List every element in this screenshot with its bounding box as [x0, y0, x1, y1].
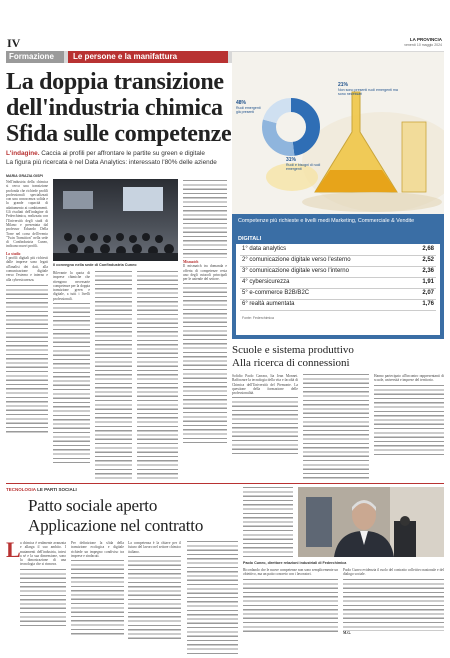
competencies-heading: Competenze più richieste e livelli medi Marketing, Commerciale & Vendite	[238, 218, 415, 224]
main-title-line-2: dell'industria chimica	[6, 95, 223, 121]
side-col-1: Sofidio Paolo Carrara, Ita Jean Monnet. Rafforzare la tecnologia della vita e facoltà di Chimica dell'Università del Piemonte. La questione della formazione delle professionalità.	[232, 374, 298, 479]
side-col-3: Hanno partecipato all'incontro rappresentanti di scuole, università e imprese del territorio.	[374, 374, 444, 479]
main-col-1: Nell'industria della chimica si cerca una transizione profonda che richiede profili professionali specializzati con una conoscenza solida e la grande capacità di adattamento ai cambiamenti. Gli risultati dell'indagine di Federchimica, realizzata con l'Università degli studi di Milano e presentata dal professor Edoardo Della Torre nel corso dell'evento "Twin Transition" nella sede di Confindustria Cuneo, indicano nuovi profili. Lo studio I profili digitali più richiesti dalle imprese sono legati all'analisi dei dati, alla comunicazione digitale verso l'esterno e interno e alla cybersicurezza.	[6, 180, 48, 480]
main-title	[6, 69, 261, 147]
infographic-photo	[232, 52, 444, 214]
side-title	[232, 344, 444, 369]
portrait-photo	[298, 487, 444, 557]
table-row: 2° comunicazione digitale verso l'esterno 2,52	[242, 257, 434, 263]
portrait-caption: Paolo Cuneo, direttore relazioni industriali di Federchimica	[243, 561, 347, 565]
subhead-mismatch: Mismatch	[183, 260, 199, 264]
issue-date: venerdì 10 maggio 2024	[404, 43, 442, 47]
bottom-divider	[6, 483, 444, 484]
main-col-3	[95, 271, 132, 479]
donut-pct-3-text: Ruoli e bisogni di ruoli emergenti	[286, 163, 321, 171]
bottom-col-3: La competenza è la chiave per il futuro del lavoro nel settore chimico italiano.	[128, 541, 181, 654]
donut-pct-2-text: Ruoli emergenti già presenti	[236, 106, 261, 114]
kicker: L'indagine.	[6, 150, 40, 157]
section-sub-label: Le persone e la manifattura	[68, 51, 228, 63]
donut-pct-1: 21%	[338, 82, 349, 88]
side-title-line-1: Scuole e sistema produttivo	[232, 344, 354, 356]
bottom-col-6: Ricordando che le nuove competenze non sono semplicemente un obiettivo, ma un patto concreto con i lavoratori.	[243, 568, 338, 654]
side-col-2	[303, 374, 369, 479]
bottom-title	[28, 496, 238, 536]
roles-donut-chart	[256, 92, 326, 162]
competencies-panel	[232, 214, 444, 339]
table-row: 5° e-commerce B2B/B2C 2,07	[242, 290, 434, 296]
table-row: 4° cybersicurezza 1,91	[242, 279, 434, 285]
photo-caption: Il convegno nella sede di Confindustria Cuneo	[53, 263, 137, 267]
source-note: Fonte: Federchimica	[242, 316, 274, 320]
subhead-lo-studio: Lo studio	[6, 251, 21, 256]
section-label: Formazione	[6, 51, 64, 63]
donut-pct-2: 48%	[236, 100, 247, 106]
side-title-line-2: Alla ricerca di connessioni	[232, 356, 350, 369]
speaker-portrait-illustration	[298, 487, 444, 557]
digitali-tab: DIGITALI	[238, 236, 262, 242]
main-subtitle	[6, 150, 256, 167]
conference-photo	[53, 179, 178, 261]
bottom-title-line-2: Applicazione nel contratto	[28, 516, 204, 535]
table-row: 1° data analytics 2,68	[242, 246, 434, 252]
bottom-col-1: a chimica è realmente avanzata e allarga il suo ambito. I mutamenti dell'industria, intesi a sé e la sua dimensione, sono la dimostrazione di una tecnologia che si rinnova.	[20, 541, 66, 654]
drop-cap: L	[6, 537, 21, 562]
main-title-line-3: Sfida sulle competenze	[6, 121, 232, 147]
bottom-col-4	[187, 541, 238, 654]
bottom-tag: TECNOLOGIA LE PARTI SOCIALI	[6, 487, 77, 492]
conference-hall-illustration	[53, 179, 178, 261]
bottom-col-2: Per definizione la sfida della transizione ecologica e digitale richiede un impegno condiviso tra imprese e sindacati.	[71, 541, 124, 654]
main-col-5: Mismatch Il mismatch tra domanda e offerta di competenze resta uno degli ostacoli principali per le aziende del settore.	[183, 180, 227, 480]
donut-pct-1-text: Non sono presenti ruoli emergenti ma sono necessari	[338, 88, 398, 97]
bottom-col-7: Paolo Cuneo evidenzia il ruolo del contratto collettivo nazionale e del dialogo sociale. M.G.	[343, 568, 444, 635]
competencies-table	[236, 244, 440, 335]
main-title-line-1: La doppia transizione	[6, 69, 224, 95]
table-row: 3° comunicazione digitale verso l'interno 2,36	[242, 268, 434, 274]
newspaper-name: LA PROVINCIA	[409, 37, 442, 42]
main-col-4	[137, 271, 178, 479]
bottom-col-5	[243, 487, 293, 559]
subtitle-line-2: La figura più ricercata è nel Data Analytics: interessato l'80% delle aziende	[6, 158, 217, 166]
main-col-2: Rilevante la quota di imprese chimiche che ritengono necessarie competenze per la doppia transizione green e digitale, a tutti i livelli professionali.	[53, 271, 90, 479]
author: MARIA GRAZIA GISPI	[6, 174, 43, 178]
subtitle-line-1: Caccia ai profili per affrontare le partite su green e digitale	[39, 150, 205, 157]
table-row: 6° realtà aumentata 1,76	[242, 301, 434, 307]
bottom-title-line-1: Patto sociale aperto	[28, 496, 158, 515]
signature: M.G.	[343, 630, 351, 635]
donut-pct-3: 31%	[286, 157, 297, 163]
page-number: IV	[7, 36, 21, 50]
